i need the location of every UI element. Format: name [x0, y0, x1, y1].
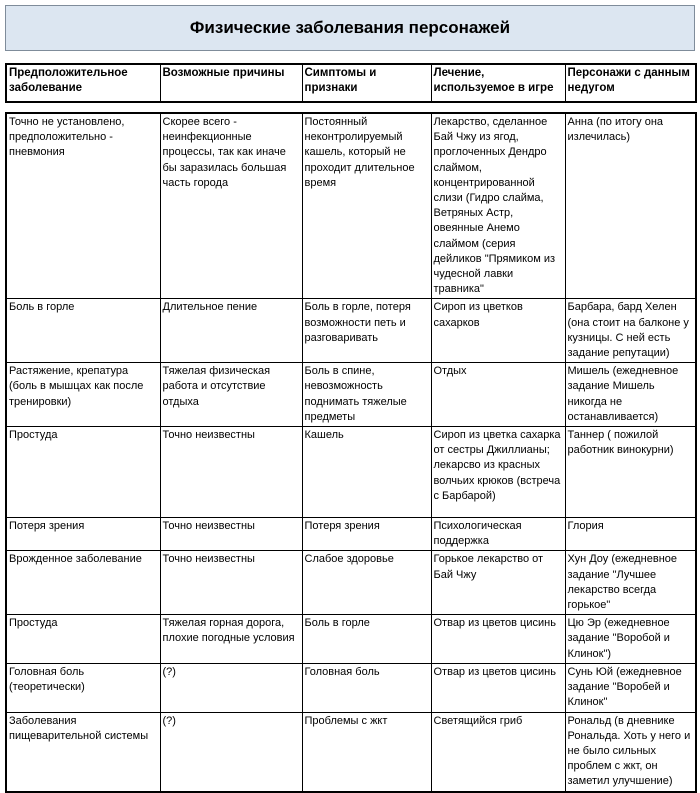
cell-causes: Точно неизвестны [160, 427, 302, 518]
cell-treatment: Отвар из цветов цисинь [431, 663, 565, 712]
table-row [6, 518, 696, 551]
cell-disease: Заболевания пищеварительной системы [6, 712, 160, 792]
column-header-disease: Предположительное заболевание [6, 64, 160, 102]
column-header-symptoms: Симптомы и признаки [302, 64, 431, 102]
cell-characters: Анна (по итогу она излечилась) [565, 113, 696, 299]
cell-treatment: Сироп из цветка сахарка от сестры Джиллианы; лекарсво из красных волчьих крюков (встреча с Барбарой) [431, 427, 565, 518]
cell-characters: Мишель (ежедневное задание Мишель никогда не останавливается) [565, 363, 696, 427]
cell-treatment: Отвар из цветов цисинь [431, 615, 565, 664]
cell-symptoms: Боль в спине, невозможность поднимать тяжелые предметы [302, 363, 431, 427]
table-row [6, 427, 696, 518]
table-row [6, 551, 696, 615]
cell-causes: (?) [160, 712, 302, 792]
cell-characters: Рональд (в дневнике Рональда. Хоть у него и не было сильных проблем с жкт, он заметил улучшение) [565, 712, 696, 792]
cell-characters: Барбара, бард Хелен (она стоит на балконе у кузницы. С ней есть задание репутации) [565, 299, 696, 363]
page-title: Физические заболевания персонажей [5, 5, 695, 51]
header-table [5, 63, 697, 103]
cell-disease: Боль в горле [6, 299, 160, 363]
cell-treatment: Лекарство, сделанное Бай Чжу из ягод, проглоченных Дендро слаймом, концентрированной слизи (Гидро слайма, Ветряных Астр, овеянные Анемо слаймом (серия дейликов "Прямиком из чудесной лавки травника" [431, 113, 565, 299]
cell-causes: Скорее всего - неинфекционные процессы, так как иначе бы заразилась большая часть города [160, 113, 302, 299]
cell-characters: Глория [565, 518, 696, 551]
diseases-table [5, 112, 697, 793]
cell-disease: Врожденное заболевание [6, 551, 160, 615]
cell-treatment: Отдых [431, 363, 565, 427]
cell-causes: Длительное пение [160, 299, 302, 363]
cell-symptoms: Головная боль [302, 663, 431, 712]
cell-characters: Сунь Юй (ежедневное задание "Воробей и Клинок" [565, 663, 696, 712]
cell-disease: Простуда [6, 427, 160, 518]
cell-causes: Точно неизвестны [160, 551, 302, 615]
table-row [6, 113, 696, 299]
cell-disease: Простуда [6, 615, 160, 664]
cell-symptoms: Проблемы с жкт [302, 712, 431, 792]
table-row [6, 712, 696, 792]
cell-symptoms: Кашель [302, 427, 431, 518]
header-row [6, 64, 696, 102]
column-header-causes: Возможные причины [160, 64, 302, 102]
column-header-treatment: Лечение, используемое в игре [431, 64, 565, 102]
cell-disease: Растяжение, крепатура (боль в мышцах как после тренировки) [6, 363, 160, 427]
cell-causes: Точно неизвестны [160, 518, 302, 551]
cell-disease: Точно не установлено, предположительно - пневмония [6, 113, 160, 299]
cell-treatment: Психологическая поддержка [431, 518, 565, 551]
cell-disease: Потеря зрения [6, 518, 160, 551]
cell-causes: (?) [160, 663, 302, 712]
table-row [6, 663, 696, 712]
cell-symptoms: Потеря зрения [302, 518, 431, 551]
table-row [6, 363, 696, 427]
cell-causes: Тяжелая физическая работа и отсутствие отдыха [160, 363, 302, 427]
cell-characters: Цю Эр (ежедневное задание "Воробой и Клинок") [565, 615, 696, 664]
column-header-characters: Персонажи с данным недугом [565, 64, 696, 102]
cell-symptoms: Постоянный неконтролируемый кашель, который не проходит длительное время [302, 113, 431, 299]
cell-characters: Таннер ( пожилой работник винокурни) [565, 427, 696, 518]
cell-symptoms: Боль в горле, потеря возможности петь и разговаривать [302, 299, 431, 363]
cell-treatment: Светящийся гриб [431, 712, 565, 792]
cell-disease: Головная боль (теоретически) [6, 663, 160, 712]
table-row [6, 299, 696, 363]
cell-symptoms: Слабое здоровье [302, 551, 431, 615]
cell-treatment: Горькое лекарство от Бай Чжу [431, 551, 565, 615]
cell-characters: Хун Доу (ежедневное задание "Лучшее лекарство всегда горькое" [565, 551, 696, 615]
cell-causes: Тяжелая горная дорога, плохие погодные условия [160, 615, 302, 664]
cell-symptoms: Боль в горле [302, 615, 431, 664]
cell-treatment: Сироп из цветков сахарков [431, 299, 565, 363]
table-row [6, 615, 696, 664]
